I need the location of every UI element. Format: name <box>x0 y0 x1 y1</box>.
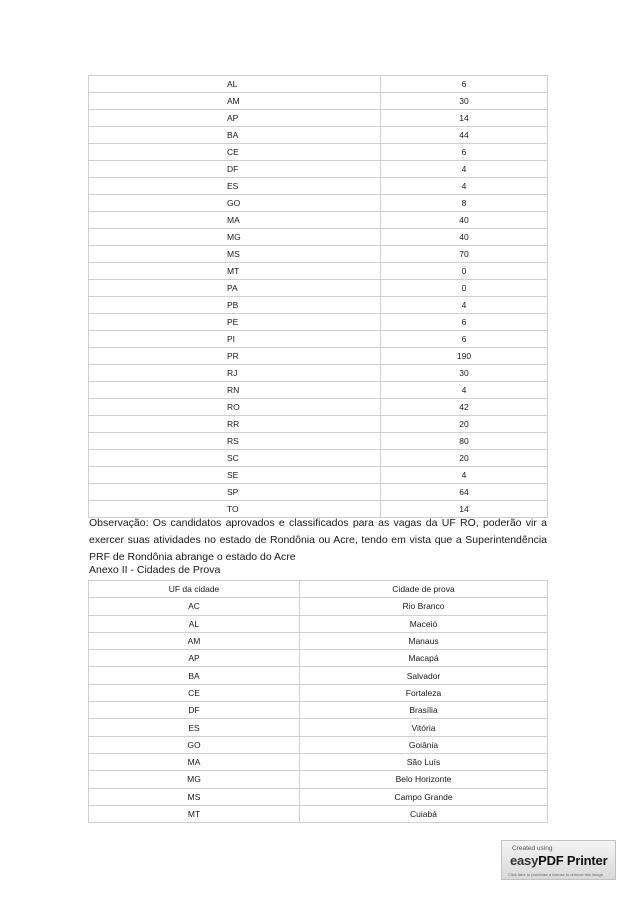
table-row <box>89 615 548 632</box>
uf-cell: BA <box>89 127 381 144</box>
badge-brand-easy: easy <box>510 853 539 868</box>
city-cell: Brasília <box>300 702 548 719</box>
vacancy-count-cell: 20 <box>381 450 548 467</box>
uf-cell: RO <box>89 399 381 416</box>
vacancy-count-cell: 14 <box>381 110 548 127</box>
uf-cell: DF <box>89 161 381 178</box>
uf-cell: RJ <box>89 365 381 382</box>
table-row <box>89 331 548 348</box>
uf-cell: MS <box>89 788 300 805</box>
table-row <box>89 416 548 433</box>
city-cell: Belo Horizonte <box>300 771 548 788</box>
badge-note: Click here to purchase a license to remove this image <box>508 872 603 877</box>
table-row <box>89 127 548 144</box>
uf-cell: PI <box>89 331 381 348</box>
table-row <box>89 263 548 280</box>
uf-cell: ES <box>89 178 381 195</box>
table-row <box>89 433 548 450</box>
city-cell: Campo Grande <box>300 788 548 805</box>
table-row <box>89 365 548 382</box>
table-row <box>89 382 548 399</box>
uf-cell: TO <box>89 501 381 518</box>
uf-cell: PA <box>89 280 381 297</box>
table-row <box>89 348 548 365</box>
badge-brand <box>510 853 607 868</box>
cities-table <box>88 580 548 823</box>
uf-cell: AM <box>89 632 300 649</box>
uf-cell: SE <box>89 467 381 484</box>
city-cell: Manaus <box>300 632 548 649</box>
vacancy-count-cell: 42 <box>381 399 548 416</box>
observation-text: Observação: Os candidatos aprovados e classificados para as vagas da UF RO, poderão vir a exercer suas atividades no estado de Rondônia ou Acre, tendo em vista que a Superintendência PRF de Rondônia abrange o estado do Acre <box>89 517 547 563</box>
table-row <box>89 667 548 684</box>
table-row <box>89 771 548 788</box>
vacancy-count-cell: 6 <box>381 76 548 93</box>
cities-table-header <box>89 581 548 598</box>
vacancy-count-cell: 4 <box>381 297 548 314</box>
table-row <box>89 144 548 161</box>
table-row <box>89 632 548 649</box>
vacancy-count-cell: 0 <box>381 280 548 297</box>
table-row <box>89 161 548 178</box>
table-row <box>89 805 548 822</box>
city-cell: São Luís <box>300 753 548 770</box>
uf-cell: ES <box>89 719 300 736</box>
header-city: Cidade de prova <box>300 581 548 598</box>
uf-cell: AP <box>89 650 300 667</box>
vacancy-count-cell: 40 <box>381 229 548 246</box>
table-row <box>89 212 548 229</box>
table-row <box>89 246 548 263</box>
vacancies-table <box>88 75 548 518</box>
uf-cell: MS <box>89 246 381 263</box>
table-row <box>89 280 548 297</box>
uf-cell: PR <box>89 348 381 365</box>
table-row <box>89 314 548 331</box>
uf-cell: MT <box>89 263 381 280</box>
uf-cell: BA <box>89 667 300 684</box>
vacancy-count-cell: 70 <box>381 246 548 263</box>
uf-cell: SP <box>89 484 381 501</box>
vacancy-count-cell: 14 <box>381 501 548 518</box>
uf-cell: PE <box>89 314 381 331</box>
vacancy-count-cell: 64 <box>381 484 548 501</box>
vacancy-count-cell: 6 <box>381 144 548 161</box>
uf-cell: SC <box>89 450 381 467</box>
uf-cell: DF <box>89 702 300 719</box>
uf-cell: AL <box>89 615 300 632</box>
vacancy-count-cell: 4 <box>381 382 548 399</box>
vacancy-count-cell: 30 <box>381 93 548 110</box>
table-row <box>89 650 548 667</box>
table-row <box>89 484 548 501</box>
table-row <box>89 467 548 484</box>
uf-cell: AC <box>89 598 300 615</box>
table-row <box>89 702 548 719</box>
city-cell: Rio Branco <box>300 598 548 615</box>
uf-cell: MG <box>89 771 300 788</box>
uf-cell: AL <box>89 76 381 93</box>
city-cell: Cuiabá <box>300 805 548 822</box>
vacancy-count-cell: 8 <box>381 195 548 212</box>
table-row <box>89 76 548 93</box>
table-row <box>89 229 548 246</box>
table-row <box>89 788 548 805</box>
uf-cell: CE <box>89 684 300 701</box>
vacancy-count-cell: 6 <box>381 331 548 348</box>
uf-cell: AM <box>89 93 381 110</box>
uf-cell: MA <box>89 212 381 229</box>
table-row <box>89 684 548 701</box>
vacancy-count-cell: 44 <box>381 127 548 144</box>
city-cell: Macapá <box>300 650 548 667</box>
vacancy-count-cell: 4 <box>381 467 548 484</box>
table-row <box>89 736 548 753</box>
uf-cell: MT <box>89 805 300 822</box>
vacancy-count-cell: 4 <box>381 161 548 178</box>
vacancy-count-cell: 20 <box>381 416 548 433</box>
table-row <box>89 598 548 615</box>
city-cell: Vitória <box>300 719 548 736</box>
table-row <box>89 110 548 127</box>
city-cell: Fortaleza <box>300 684 548 701</box>
table-row <box>89 719 548 736</box>
vacancy-count-cell: 30 <box>381 365 548 382</box>
header-uf: UF da cidade <box>89 581 300 598</box>
table-row <box>89 93 548 110</box>
city-cell: Salvador <box>300 667 548 684</box>
uf-cell: MA <box>89 753 300 770</box>
badge-brand-pdf: PDF Printer <box>538 853 608 868</box>
table-row <box>89 450 548 467</box>
uf-cell: MG <box>89 229 381 246</box>
vacancy-count-cell: 80 <box>381 433 548 450</box>
uf-cell: RS <box>89 433 381 450</box>
uf-cell: RN <box>89 382 381 399</box>
uf-cell: GO <box>89 736 300 753</box>
easypdf-badge[interactable] <box>501 840 616 880</box>
table-row <box>89 753 548 770</box>
uf-cell: AP <box>89 110 381 127</box>
badge-created-text: Created using <box>512 845 553 852</box>
vacancy-count-cell: 6 <box>381 314 548 331</box>
uf-cell: CE <box>89 144 381 161</box>
annex-title: Anexo II - Cidades de Prova <box>89 564 221 576</box>
table-row <box>89 297 548 314</box>
table-row <box>89 195 548 212</box>
vacancy-count-cell: 0 <box>381 263 548 280</box>
city-cell: Maceió <box>300 615 548 632</box>
uf-cell: RR <box>89 416 381 433</box>
vacancy-count-cell: 4 <box>381 178 548 195</box>
uf-cell: PB <box>89 297 381 314</box>
vacancy-count-cell: 190 <box>381 348 548 365</box>
city-cell: Goiânia <box>300 736 548 753</box>
uf-cell: GO <box>89 195 381 212</box>
table-row <box>89 178 548 195</box>
vacancy-count-cell: 40 <box>381 212 548 229</box>
table-row <box>89 399 548 416</box>
